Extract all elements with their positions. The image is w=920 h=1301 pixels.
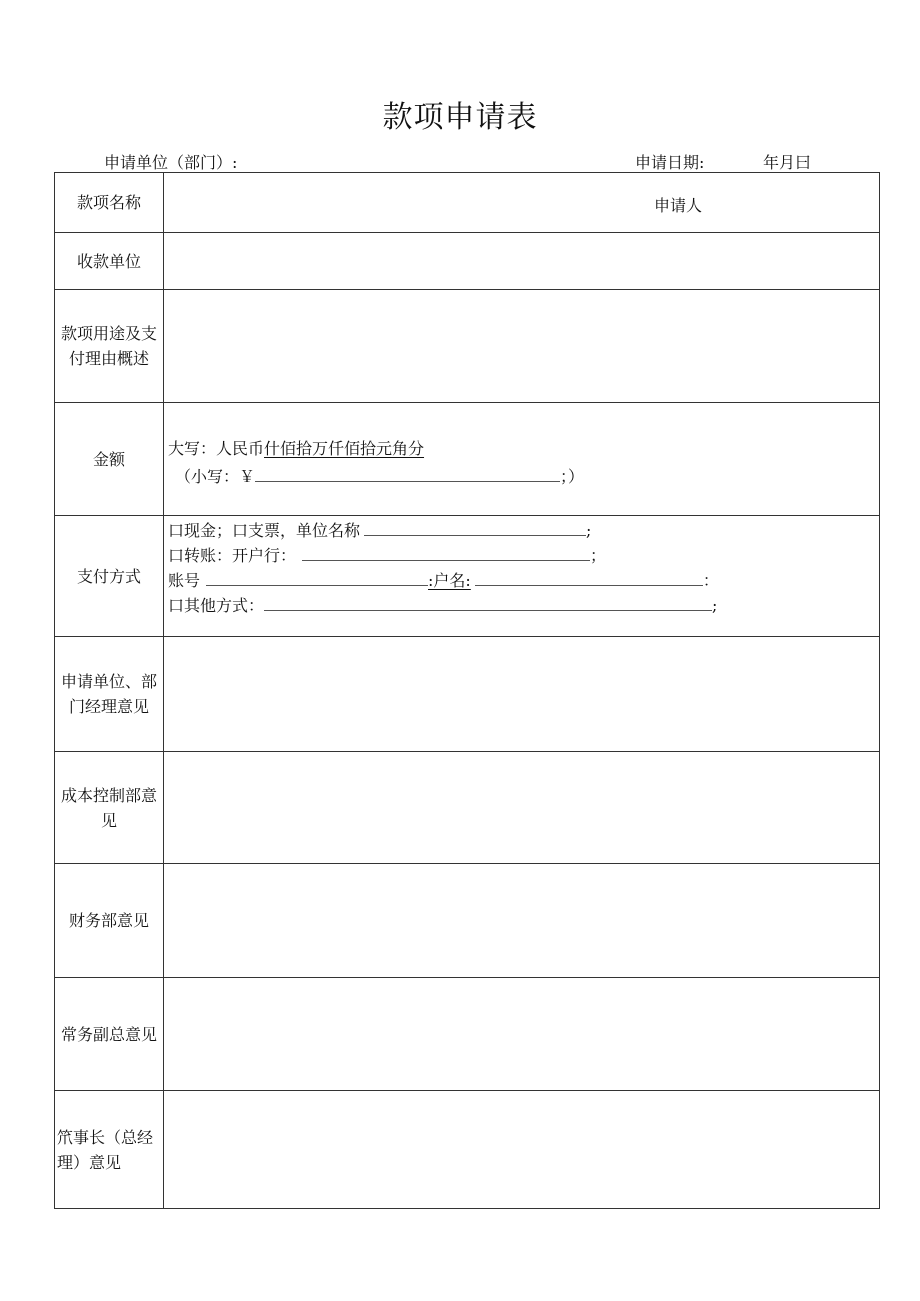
payment-other-blank[interactable] [264, 594, 712, 611]
row-vp-opinion [55, 978, 879, 1091]
payment-account-blank[interactable] [206, 569, 428, 586]
payment-transfer-check[interactable]: 口转账：开户行： [168, 546, 297, 565]
payment-cash-sep: ; [586, 521, 592, 540]
payment-value [165, 516, 879, 636]
row-dept-opinion [55, 637, 879, 752]
purpose-label: 款项用途及支付理由概述 [55, 290, 164, 402]
vp-opinion-value[interactable] [165, 978, 879, 1090]
payment-cash-check[interactable]: 口现金；口支票，单位名称 [168, 521, 361, 540]
row-cost-opinion [55, 752, 879, 864]
amount-value[interactable] [165, 403, 879, 515]
payment-transfer-sep: ； [590, 546, 607, 565]
applicant-unit-label: 申请单位（部门）: [104, 153, 238, 172]
payment-account-sep: ： [702, 571, 719, 590]
payee-value[interactable] [165, 233, 879, 289]
cost-opinion-value[interactable] [165, 752, 879, 863]
chair-opinion-value[interactable] [165, 1091, 879, 1208]
amount-upper-prefix: 大写：人民币 [168, 439, 265, 458]
finance-opinion-label: 财务部意见 [55, 864, 164, 977]
item-name-label: 款项名称 [55, 173, 164, 232]
payment-account-label: 账号 [168, 571, 201, 590]
page-title: 款项申请表 [382, 100, 538, 135]
payment-check-unit-blank[interactable] [364, 519, 586, 536]
applicant-label: 申请人 [654, 196, 703, 215]
row-payment [55, 516, 879, 637]
apply-date-suffix: 年月曰 [763, 153, 812, 172]
finance-opinion-value[interactable] [165, 864, 879, 977]
row-payee [55, 233, 879, 290]
row-finance-opinion [55, 864, 879, 978]
payment-other-sep: ; [712, 596, 718, 615]
amount-upper-units: 什佰拾万仟佰拾元角分 [264, 439, 425, 458]
payment-account-name-blank[interactable] [475, 569, 703, 586]
payment-label: 支付方式 [55, 516, 164, 636]
payment-other-check[interactable]: 口其他方式： [168, 596, 265, 615]
chair-opinion-label: 笊事长（总经理）意见 [55, 1091, 164, 1208]
row-item-name [55, 173, 879, 233]
amount-lower-suffix: ；） [560, 467, 585, 486]
vp-opinion-label: 常务副总意见 [55, 978, 164, 1090]
row-amount [55, 403, 879, 516]
cost-opinion-label: 成本控制部意见 [55, 752, 164, 863]
payment-bank-blank[interactable] [302, 544, 590, 561]
purpose-value[interactable] [165, 290, 879, 402]
item-name-value[interactable] [165, 173, 879, 232]
amount-lower-blank[interactable] [255, 465, 560, 482]
payment-account-name-label: :户名: [428, 571, 471, 590]
application-form-table [54, 172, 880, 1209]
amount-lower-prefix: （小写：￥ [175, 467, 256, 486]
row-chair-opinion [55, 1091, 879, 1208]
apply-date-label: 申请日期: [635, 153, 705, 172]
amount-label: 金额 [55, 403, 164, 515]
payee-label: 收款单位 [55, 233, 164, 289]
row-purpose [55, 290, 879, 403]
dept-opinion-label: 申请单位、部门经理意见 [55, 637, 164, 751]
dept-opinion-value[interactable] [165, 637, 879, 751]
